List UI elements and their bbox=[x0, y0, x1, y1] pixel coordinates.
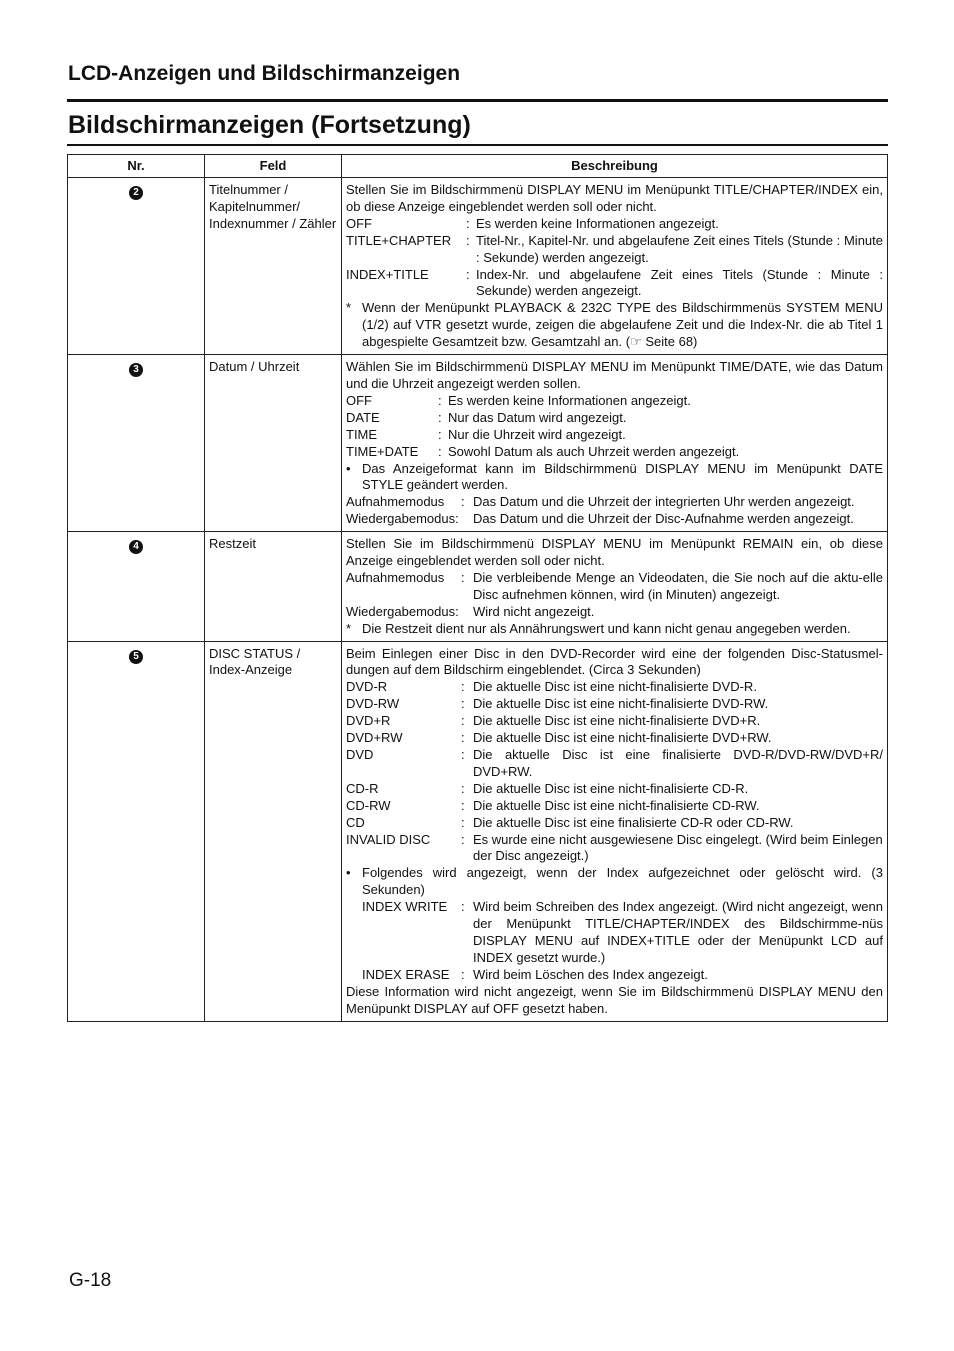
disc-status-item: DVD+R : Die aktuelle Disc ist eine nicht-finalisierte DVD+R. bbox=[346, 713, 761, 729]
section-title: LCD-Anzeigen und Bildschirmanzeigen bbox=[68, 62, 461, 85]
table-header-row bbox=[68, 155, 888, 178]
description bbox=[342, 641, 888, 1021]
field-name: Restzeit bbox=[205, 532, 342, 641]
bullet-note: • Folgendes wird angezeigt, wenn der Index aufgezeichnet oder gelöscht wird. (3 Sekunden) bbox=[346, 865, 883, 898]
description-outro: Diese Information wird nicht angezeigt, wenn Sie im Bildschirmmenü DISPLAY MENU den Menüpunkt DISPLAY auf OFF gesetzt haben. bbox=[346, 983, 883, 1016]
header-feld: Feld bbox=[205, 155, 342, 178]
option-item: OFF : Es werden keine Informationen angezeigt. bbox=[346, 392, 691, 408]
disc-status-item: DVD-RW : Die aktuelle Disc ist eine nicht-finalisierte DVD-RW. bbox=[346, 696, 769, 712]
description-intro: Stellen Sie im Bildschirmmenü DISPLAY MENU im Menüpunkt TITLE/CHAPTER/INDEX ein, ob diese Anzeige eingeblendet werden soll oder nicht. bbox=[346, 182, 883, 214]
footnote: * Die Restzeit dient nur als Annährungswert und kann nicht genau angegeben werden. bbox=[346, 620, 851, 636]
description bbox=[342, 178, 888, 355]
option-item: DATE : Nur das Datum wird angezeigt. bbox=[346, 409, 627, 425]
option-item: TIME : Nur die Uhrzeit wird angezeigt. bbox=[346, 426, 626, 442]
option-item: TIME+DATE : Sowohl Datum als auch Uhrzeit werden angezeigt. bbox=[346, 443, 740, 459]
mode-item: Aufnahmemodus : Das Datum und die Uhrzeit der integrierten Uhr werden angezeigt. bbox=[346, 494, 855, 510]
table-row bbox=[68, 178, 888, 355]
mode-item: Aufnahmemodus : Die verbleibende Menge an Videodaten, die Sie noch auf die aktu-elle Disc aufnehmen können, wird (in Minuten) angezeigt. bbox=[346, 569, 883, 602]
field-name: Titelnummer / Kapitelnummer/ Indexnummer / Zähler bbox=[205, 178, 342, 355]
table-row bbox=[68, 532, 888, 641]
disc-status-item: DVD+RW : Die aktuelle Disc ist eine nicht-finalisierte DVD+RW. bbox=[346, 730, 772, 746]
footnote: * Wenn der Menüpunkt PLAYBACK & 232C TYPE des Bildschirmmenüs SYSTEM MENU (1/2) auf VTR gesetzt wurde, zeigen die abgelaufene Zeit und die Index-Nr. die ab Titel 1 abgespielte Gesamtzeit bzw. Gesamtzahl an. (☞ Seite 68) bbox=[346, 300, 883, 350]
mode-item: Wiedergabemodus: Das Datum und die Uhrzeit der Disc-Aufnahme werden angezeigt. bbox=[346, 511, 854, 527]
disc-status-item: DVD : Die aktuelle Disc ist eine finalisierte DVD-R/DVD-RW/DVD+R/ DVD+RW. bbox=[346, 747, 883, 779]
description bbox=[342, 532, 888, 641]
description-intro: Stellen Sie im Bildschirmmenü DISPLAY MENU im Menüpunkt REMAIN ein, ob diese Anzeige eingeblendet werden soll oder nicht. bbox=[346, 536, 883, 569]
page-number: G-18 bbox=[69, 1270, 112, 1291]
field-name: DISC STATUS / Index-Anzeige bbox=[205, 641, 342, 1021]
page-title: Bildschirmanzeigen (Fortsetzung) bbox=[68, 111, 471, 139]
index-item: INDEX WRITE : Wird beim Schreiben des Index angezeigt. (Wird nicht angezeigt, wenn der Menüpunkt TITLE/CHAPTER/INDEX des Bildschirmme-nüs DISPLAY MENU auf INDEX+TITLE oder der Menüpunkt LCD auf INDEX gesetzt wurde.) bbox=[362, 899, 883, 965]
display-table bbox=[67, 154, 888, 1022]
field-name: Datum / Uhrzeit bbox=[205, 355, 342, 532]
header-beschreibung: Beschreibung bbox=[342, 155, 888, 178]
number-badge: 3 bbox=[129, 363, 143, 377]
number-badge: 2 bbox=[129, 186, 143, 200]
disc-status-item: CD-R : Die aktuelle Disc ist eine nicht-finalisierte CD-R. bbox=[346, 780, 749, 796]
bullet-note: • Das Anzeigeformat kann im Bildschirmmenü DISPLAY MENU im Menüpunkt DATE STYLE geändert werden. bbox=[346, 460, 883, 493]
description bbox=[342, 355, 888, 532]
option-item: TITLE+CHAPTER : Titel-Nr., Kapitel-Nr. und abgelaufene Zeit eines Titels (Stunde : Minute : Sekunde) werden angezeigt. bbox=[346, 232, 883, 265]
number-badge: 4 bbox=[129, 540, 143, 554]
description-intro: Beim Einlegen einer Disc in den DVD-Recorder wird eine der folgenden Disc-Statusmel-dungen auf dem Bildschirm eingeblendet. (Circa 3 Sekunden) bbox=[346, 645, 883, 678]
disc-status-item: INVALID DISC : Es wurde eine nicht ausgewiesene Disc eingelegt. (Wird beim Einlegen der Disc angezeigt.) bbox=[346, 831, 883, 864]
disc-status-item: CD : Die aktuelle Disc ist eine finalisierte CD-R oder CD-RW. bbox=[346, 814, 794, 830]
number-badge: 5 bbox=[129, 650, 143, 664]
header-nr: Nr. bbox=[68, 155, 205, 178]
section-divider bbox=[67, 99, 888, 102]
disc-status-item: CD-RW : Die aktuelle Disc ist eine nicht-finalisierte CD-RW. bbox=[346, 797, 760, 813]
disc-status-item: DVD-R : Die aktuelle Disc ist eine nicht-finalisierte DVD-R. bbox=[346, 679, 757, 695]
mode-item: Wiedergabemodus: Wird nicht angezeigt. bbox=[346, 603, 595, 619]
table-row bbox=[68, 355, 888, 532]
index-item: INDEX ERASE : Wird beim Löschen des Index angezeigt. bbox=[362, 966, 708, 982]
title-divider bbox=[67, 144, 888, 146]
table-row bbox=[68, 641, 888, 1021]
option-item: OFF : Es werden keine Informationen angezeigt. bbox=[346, 215, 719, 231]
option-item: INDEX+TITLE : Index-Nr. und abgelaufene Zeit eines Titels (Stunde : Minute : Sekunde) werden angezeigt. bbox=[346, 266, 883, 299]
description-intro: Wählen Sie im Bildschirmmenü DISPLAY MENU im Menüpunkt TIME/DATE, wie das Datum und die Uhrzeit angezeigt werden sollen. bbox=[346, 359, 883, 391]
